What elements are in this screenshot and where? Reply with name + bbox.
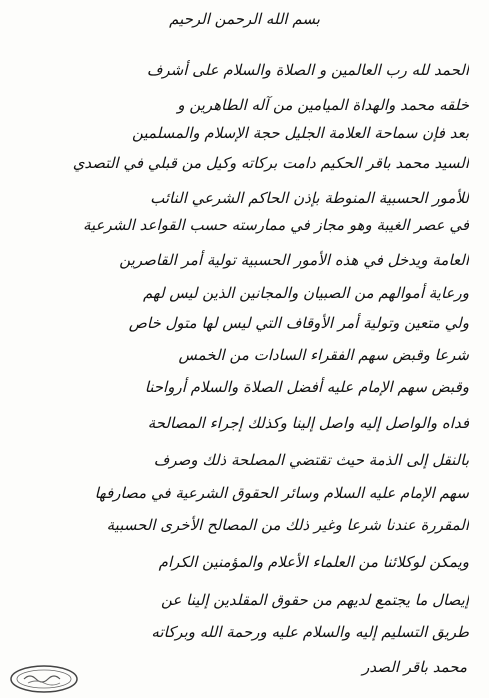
letter-line-16: ويمكن لوكلائنا من العلماء الأعلام والمؤمنين الكرام — [158, 553, 469, 571]
letter-line-17: إيصال ما يجتمع لديهم من حقوق المقلدين إلينا عن — [161, 591, 469, 609]
seal-stamp — [6, 661, 84, 697]
letter-line-3: بعد فإن سماحة العلامة الجليل حجة الإسلام والمسلمين — [132, 124, 469, 142]
letter-line-7: العامة ويدخل في هذه الأمور الحسبية تولية أمر القاصرين — [119, 251, 469, 269]
letter-line-6: في عصر الغيبة وهو مجاز في ممارسته حسب القواعد الشرعية — [82, 216, 469, 234]
letter-line-4: السيد محمد باقر الحكيم دامت بركاته وكيل من قبلي في التصدي — [72, 154, 469, 172]
letter-line-11: وقبض سهم الإمام عليه أفضل الصلاة والسلام أرواحنا — [144, 378, 469, 396]
letter-line-8: ورعاية أموالهم من الصبيان والمجانين الذين ليس لهم — [143, 284, 469, 302]
signature-name: محمد باقر الصدر — [362, 658, 467, 676]
letter-line-13: بالنقل إلى الذمة حيث تقتضي المصلحة ذلك وصرف — [153, 451, 469, 469]
basmala-heading: بسم الله الرحمن الرحيم — [169, 10, 320, 28]
letter-line-5: للأمور الحسبية المنوطة بإذن الحاكم الشرعي النائب — [150, 189, 469, 207]
letter-line-15: المقررة عندنا شرعا وغير ذلك من المصالح الأخرى الحسبية — [106, 516, 469, 534]
letter-line-10: شرعا وقبض سهم الفقراء السادات من الخمس — [178, 346, 469, 364]
letter-line-2: خلقه محمد والهداة الميامين من آله الطاهرين و — [177, 96, 469, 114]
letter-line-1: الحمد لله رب العالمين و الصلاة والسلام على أشرف — [146, 61, 469, 79]
letter-line-9: ولي متعين وتولية أمر الأوقاف التي ليس لها متول خاص — [128, 314, 469, 332]
letter-line-14: سهم الإمام عليه السلام وسائر الحقوق الشرعية في مصارفها — [94, 484, 469, 502]
letter-line-12: فداه والواصل إليه واصل إلينا وكذلك إجراء المصالحة — [147, 414, 469, 432]
letter-line-18: طريق التسليم إليه والسلام عليه ورحمة الله وبركاته — [151, 623, 469, 641]
